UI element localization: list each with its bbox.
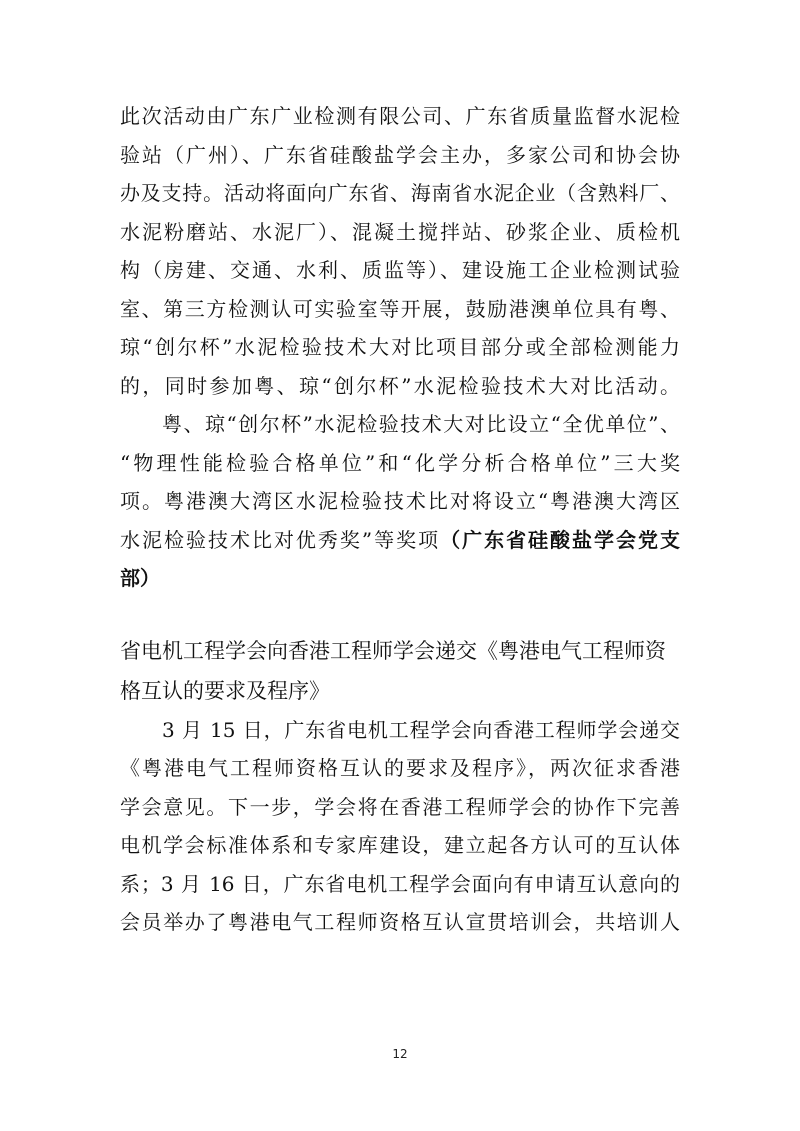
text-line: 项。粤港澳大湾区水泥检验技术比对将设立“粤港澳大湾区: [120, 489, 680, 513]
text-line: “物理性能检验合格单位”和“化学分析合格单位”三大奖: [120, 450, 680, 475]
text-line: 室、第三方检测认可实验室等开展，鼓励港澳单位具有粤、: [120, 296, 680, 321]
text-line: [120, 521, 680, 560]
text-line: 系；3 月 16 日，广东省电机工程学会面向有申请互认意向的: [120, 871, 680, 896]
text-line: 此次活动由广东广业检测有限公司、广东省质量监督水泥检: [120, 104, 680, 128]
article-title: [120, 631, 680, 711]
text-line: 的，同时参加粤、琼“创尔杯”水泥检验技术大对比活动。: [120, 373, 680, 398]
text-line: 构（房建、交通、水利、质监等）、建设施工企业检测试验: [120, 258, 680, 282]
page-body: [120, 97, 680, 942]
text-line: 办及支持。活动将面向广东省、海南省水泥企业（含熟料厂、: [120, 181, 680, 205]
source-attribution: （广东省硅酸盐学会党支: [440, 527, 680, 552]
text-line: 验站（广州）、广东省硅酸盐学会主办，多家公司和协会协: [120, 142, 680, 167]
article-cement-competition: [120, 97, 680, 598]
paragraph: [120, 405, 680, 598]
section-gap: [120, 598, 680, 631]
text-line: 会员举办了粤港电气工程师资格互认宣贯培训会，共培训人: [120, 910, 680, 934]
text-line: 《粤港电气工程师资格互认的要求及程序》，两次征求香港: [120, 756, 680, 780]
text-line: 3 月 15 日，广东省电机工程学会向香港工程师学会递交: [162, 717, 680, 742]
title-line: 格互认的要求及程序》: [120, 678, 330, 703]
text-line: 水泥粉磨站、水泥厂）、混凝土搅拌站、砂浆企业、质检机: [120, 219, 680, 244]
paragraph: [120, 711, 680, 942]
article-engineer-recognition: [120, 631, 680, 942]
paragraph: [120, 97, 680, 405]
page-number: 12: [392, 1047, 408, 1061]
text-line: 学会意见。下一步，学会将在香港工程师学会的协作下完善: [120, 794, 680, 819]
text-line: 粤、琼“创尔杯”水泥检验技术大对比设立“全优单位”、: [162, 412, 680, 436]
text-line: 电机学会标准体系和专家库建设，建立起各方认可的互认体: [120, 833, 680, 857]
text-line: [120, 559, 680, 598]
title-line: 省电机工程学会向香港工程师学会递交《粤港电气工程师资: [120, 638, 666, 663]
text-line: 琼“创尔杯”水泥检验技术大对比项目部分或全部检测能力: [120, 335, 680, 359]
source-attribution: 部）: [120, 566, 160, 590]
text-segment: 水泥检验技术比对优秀奖”等奖项: [120, 527, 441, 552]
